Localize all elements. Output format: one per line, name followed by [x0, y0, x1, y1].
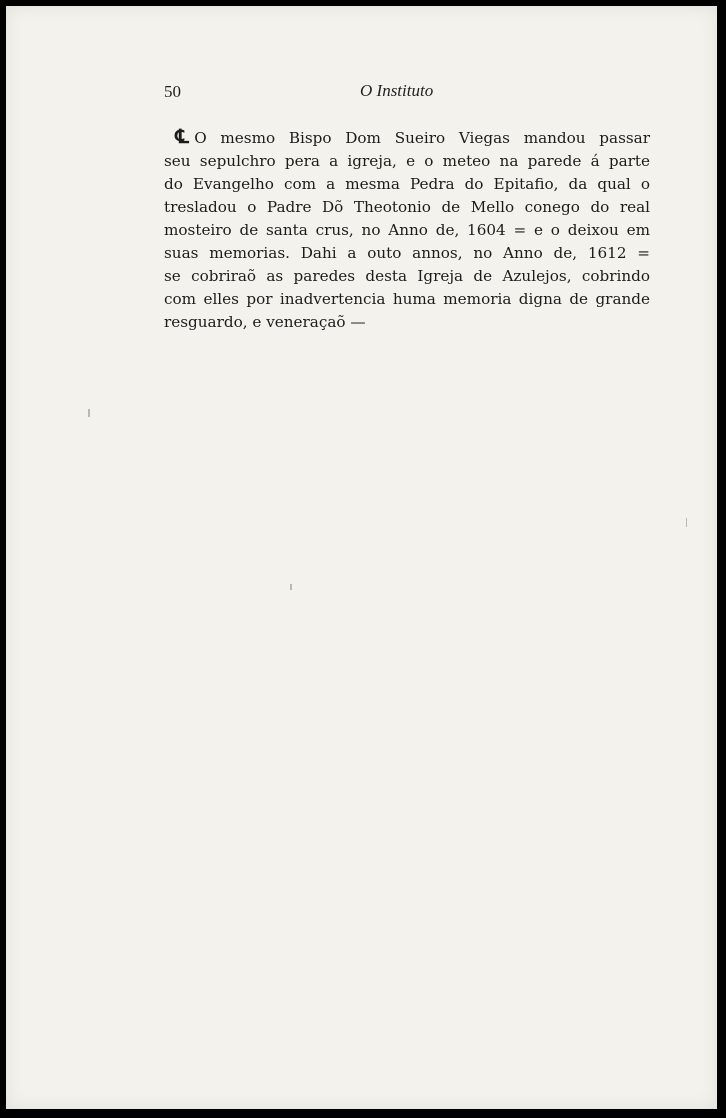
paragraph-line-6: suas memorias. Dahi a outo annos, no Anno de, 1612 =	[164, 244, 650, 262]
paper-speck	[686, 518, 687, 527]
paragraph-line-9: resguardo, e veneraçaõ —	[164, 313, 366, 331]
paper-speck	[290, 584, 292, 590]
paragraph-line-text: O mesmo Bispo Dom Sueiro Viegas mandou passar	[194, 129, 650, 147]
book-page	[6, 6, 717, 1109]
paragraph-line-5: mosteiro de santa crus, no Anno de, 1604 = e o deixou em	[164, 221, 650, 239]
paper-speck	[88, 409, 90, 417]
paragraph-line-4: tresladou o Padre Dõ Theotonio de Mello conego do real	[164, 198, 650, 216]
paragraph	[164, 126, 650, 334]
running-title: O Instituto	[360, 81, 434, 100]
paragraph-line-1	[164, 126, 650, 150]
paragraph-line-2: seu sepulchro pera a igreja, e o meteo na parede á parte	[164, 152, 650, 170]
page-number: 50	[164, 82, 181, 101]
paragraph-line-8: com elles por inadvertencia huma memoria digna de grande	[164, 290, 650, 308]
paragraph-line-3: do Evangelho com a mesma Pedra do Epitafio, da qual o	[164, 175, 650, 193]
paragraph-mark-icon: ℄	[175, 126, 189, 148]
paragraph-line-7: se cobriraõ as paredes desta Igreja de Azulejos, cobrindo	[164, 267, 650, 285]
